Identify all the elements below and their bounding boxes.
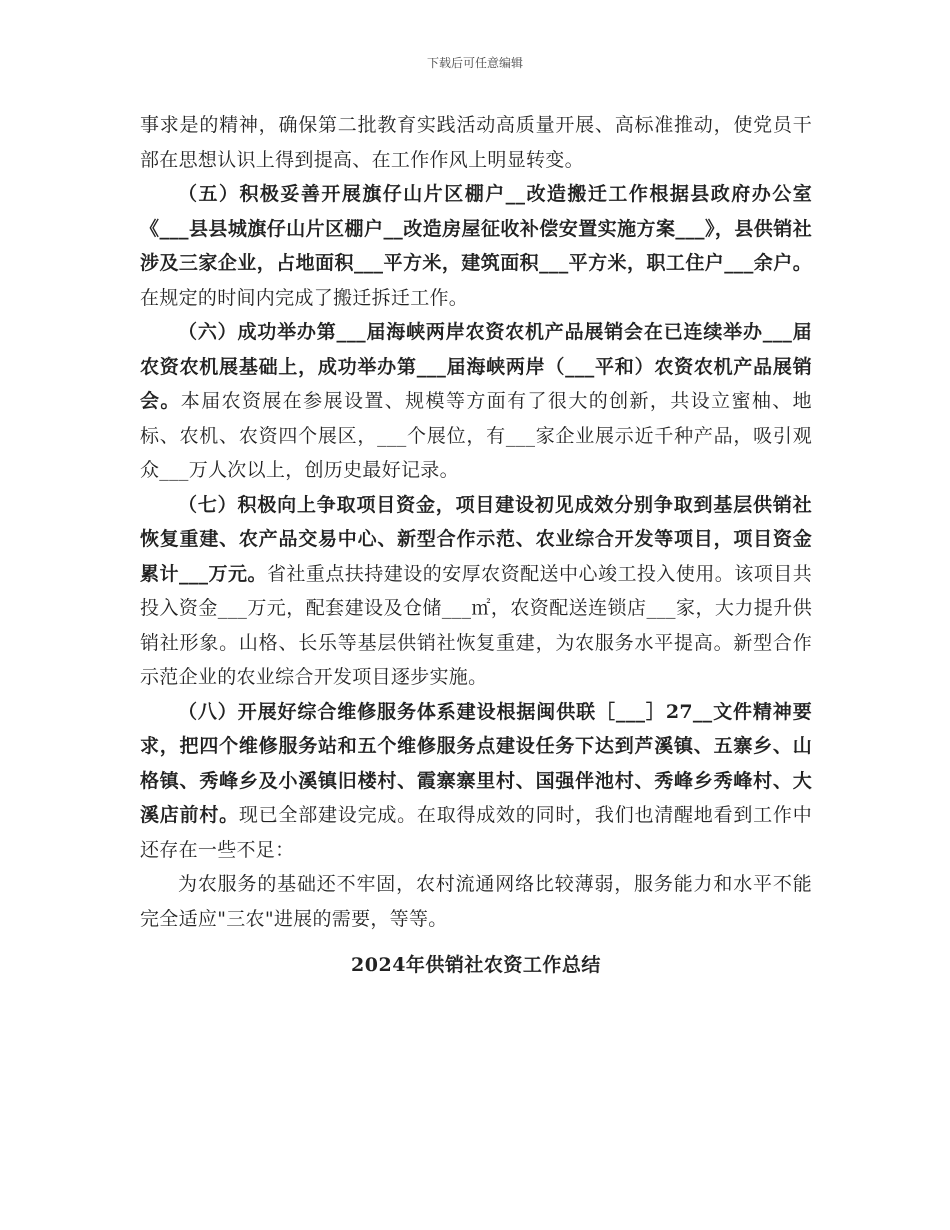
page-header: 下载后可任意编辑 [426,56,523,70]
paragraph-section-6 [140,315,812,488]
section-8-text: 现已全部建设完成。在取得成效的同时，我们也清醒地看到工作中还存在一些不足： [140,804,812,861]
section-5-heading: （五）积极妥善开展旗仔山片区棚户__改造搬迁工作根据县政府办公室《___县县城旗仔山片区棚户__改造房屋征收补偿安置实施方案___》，县供销社涉及三家企业，占地面积___平方米，建筑面积___平方米，职工住户___余户。 [140,183,812,274]
paragraph-shortcomings: 为农服务的基础还不牢固，农村流通网络比较薄弱，服务能力和水平不能完全适应"三农"进展的需要，等等。 [140,873,812,930]
section-7-heading: （七）积极向上争取项目资金，项目建设初见成效分别争取到基层供销社恢复重建、农产品交易中心、新型合作示范、农业综合开发等项目，项目资金累计___万元。 [140,493,812,585]
paragraph-section-5 [140,177,812,315]
section-6-text: 本届农资展在参展设置、规模等方面有了很大的创新，共设立蜜柚、地标、农机、农资四个展区，___个展位，有___家企业展示近千种产品，吸引观众___万人次以上，创历史最好记录。 [140,390,812,481]
section-6-heading: （六）成功举办第___届海峡两岸农资农机产品展销会在已连续举办___届农资农机展基础上，成功举办第___届海峡两岸（___平和）农资农机产品展销会。 [140,321,812,412]
paragraph-continuation: 事求是的精神，确保第二批教育实践活动高质量开展、高标准推动，使党员干部在思想认识上得到提高、在工作作风上明显转变。 [140,114,812,171]
section-7-text: 省社重点扶持建设的安厚农资配送中心竣工投入使用。该项目共投入资金___万元，配套建设及仓储___㎡，农资配送连锁店___家，大力提升供销社形象。山格、长乐等基层供销社恢复重建，为农服务水平提高。新型合作示范企业的农业综合开发项目逐步实施。 [140,562,812,688]
paragraph-section-8 [140,695,812,868]
section-5-text: 在规定的时间内完成了搬迁拆迁工作。 [140,286,469,309]
section-title: 2024年供销社农资工作总结 [351,954,601,976]
document-body [140,108,812,983]
paragraph-section-7 [140,488,812,695]
section-8-heading: （八）开展好综合维修服务体系建设根据闽供联［___］27__文件精神要求，把四个维修服务站和五个维修服务点建设任务下达到芦溪镇、五寨乡、山格镇、秀峰乡及小溪镇旧楼村、霞寨寨里村、国强伴池村、秀峰乡秀峰村、大溪店前村。 [140,700,812,826]
